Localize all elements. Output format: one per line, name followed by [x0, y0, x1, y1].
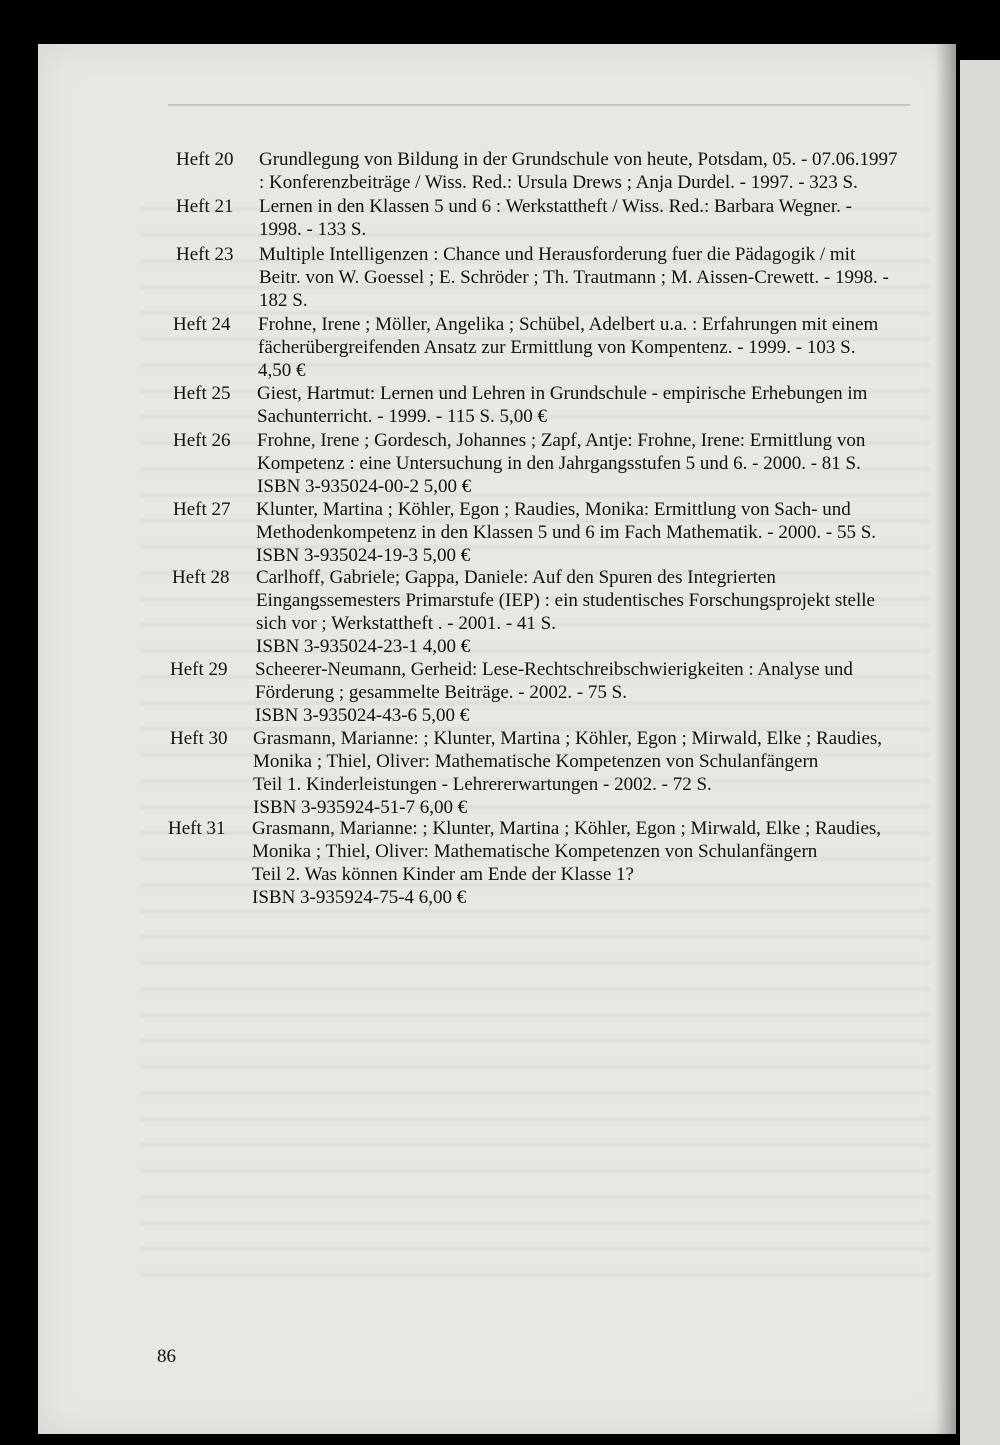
entry-text-line: ISBN 3-935924-75-4 6,00 € — [252, 887, 467, 908]
facing-page-edge — [960, 60, 1000, 1445]
entry-text-line: Grasmann, Marianne: ; Klunter, Martina ; Köhler, Egon ; Mirwald, Elke ; Raudies, — [252, 818, 882, 839]
heft-number: Heft 31 — [168, 818, 226, 839]
heft-number: Heft 23 — [176, 244, 234, 265]
entry-text-line: Förderung ; gesammelte Beiträge. - 2002. - 75 S. — [255, 682, 628, 703]
header-rule — [168, 104, 910, 106]
entry-text-line: Klunter, Martina ; Köhler, Egon ; Raudies, Monika: Ermittlung von Sach- und — [256, 499, 851, 520]
entry-text-line: ISBN 3-935924-51-7 6,00 € — [253, 797, 468, 818]
entry-text-line: Monika ; Thiel, Oliver: Mathematische Kompetenzen von Schulanfängern — [252, 841, 818, 862]
heft-number: Heft 27 — [173, 499, 231, 520]
page-number: 86 — [157, 1346, 176, 1367]
entry-text-line: sich vor ; Werkstattheft . - 2001. - 41 S. — [256, 613, 556, 634]
entry-text-line: Beitr. von W. Goessel ; E. Schröder ; Th. Trautmann ; M. Aissen-Crewett. - 1998. - — [259, 267, 889, 288]
heft-number: Heft 25 — [173, 383, 231, 404]
entry-text-line: Methodenkompetenz in den Klassen 5 und 6 im Fach Mathematik. - 2000. - 55 S. — [256, 522, 877, 543]
entry-text-line: Teil 1. Kinderleistungen - Lehrererwartungen - 2002. - 72 S. — [253, 774, 712, 795]
entry-text-line: ISBN 3-935024-00-2 5,00 € — [257, 476, 472, 497]
entry-text-line: Grundlegung von Bildung in der Grundschule von heute, Potsdam, 05. - 07.06.1997 — [259, 149, 898, 170]
entry-text-line: Eingangssemesters Primarstufe (IEP) : ein studentisches Forschungsprojekt stelle — [256, 590, 875, 611]
entry-text-line: Monika ; Thiel, Oliver: Mathematische Kompetenzen von Schulanfängern — [253, 751, 819, 772]
gutter-shadow — [935, 44, 960, 1434]
entry-text-line: Grasmann, Marianne: ; Klunter, Martina ; Köhler, Egon ; Mirwald, Elke ; Raudies, — [253, 728, 883, 749]
entry-text-line: Frohne, Irene ; Gordesch, Johannes ; Zapf, Antje: Frohne, Irene: Ermittlung von — [257, 430, 866, 451]
entry-text-line: Kompetenz : eine Untersuchung in den Jahrgangsstufen 5 und 6. - 2000. - 81 S. — [257, 453, 861, 474]
heft-number: Heft 29 — [170, 659, 228, 680]
heft-number: Heft 28 — [172, 567, 230, 588]
entry-text-line: 1998. - 133 S. — [259, 219, 367, 240]
heft-number: Heft 24 — [173, 314, 231, 335]
entry-text-line: Scheerer-Neumann, Gerheid: Lese-Rechtschreibschwierigkeiten : Analyse und — [255, 659, 853, 680]
entry-text-line: Multiple Intelligenzen : Chance und Herausforderung fuer die Pädagogik / mit — [259, 244, 856, 265]
entry-text-line: 182 S. — [259, 290, 308, 311]
heft-number: Heft 26 — [173, 430, 231, 451]
entry-text-line: ISBN 3-935024-19-3 5,00 € — [256, 545, 471, 566]
entry-text-line: Sachunterricht. - 1999. - 115 S. 5,00 € — [257, 406, 548, 427]
entry-text-line: : Konferenzbeiträge / Wiss. Red.: Ursula Drews ; Anja Durdel. - 1997. - 323 S. — [259, 172, 858, 193]
entry-text-line: Lernen in den Klassen 5 und 6 : Werkstattheft / Wiss. Red.: Barbara Wegner. - — [259, 196, 852, 217]
entry-text-line: Frohne, Irene ; Möller, Angelika ; Schübel, Adelbert u.a. : Erfahrungen mit einem — [258, 314, 879, 335]
heft-number: Heft 30 — [170, 728, 228, 749]
entry-text-line: ISBN 3-935024-43-6 5,00 € — [255, 705, 470, 726]
entry-text-line: Teil 2. Was können Kinder am Ende der Klasse 1? — [252, 864, 634, 885]
heft-number: Heft 20 — [176, 149, 234, 170]
entry-text-line: ISBN 3-935024-23-1 4,00 € — [256, 636, 471, 657]
heft-number: Heft 21 — [176, 196, 234, 217]
entry-text-line: fächerübergreifenden Ansatz zur Ermittlung von Kompentenz. - 1999. - 103 S. — [258, 337, 856, 358]
entry-text-line: 4,50 € — [258, 360, 306, 381]
entry-text-line: Carlhoff, Gabriele; Gappa, Daniele: Auf den Spuren des Integrierten — [256, 567, 776, 588]
entry-text-line: Giest, Hartmut: Lernen und Lehren in Grundschule - empirische Erhebungen im — [257, 383, 868, 404]
